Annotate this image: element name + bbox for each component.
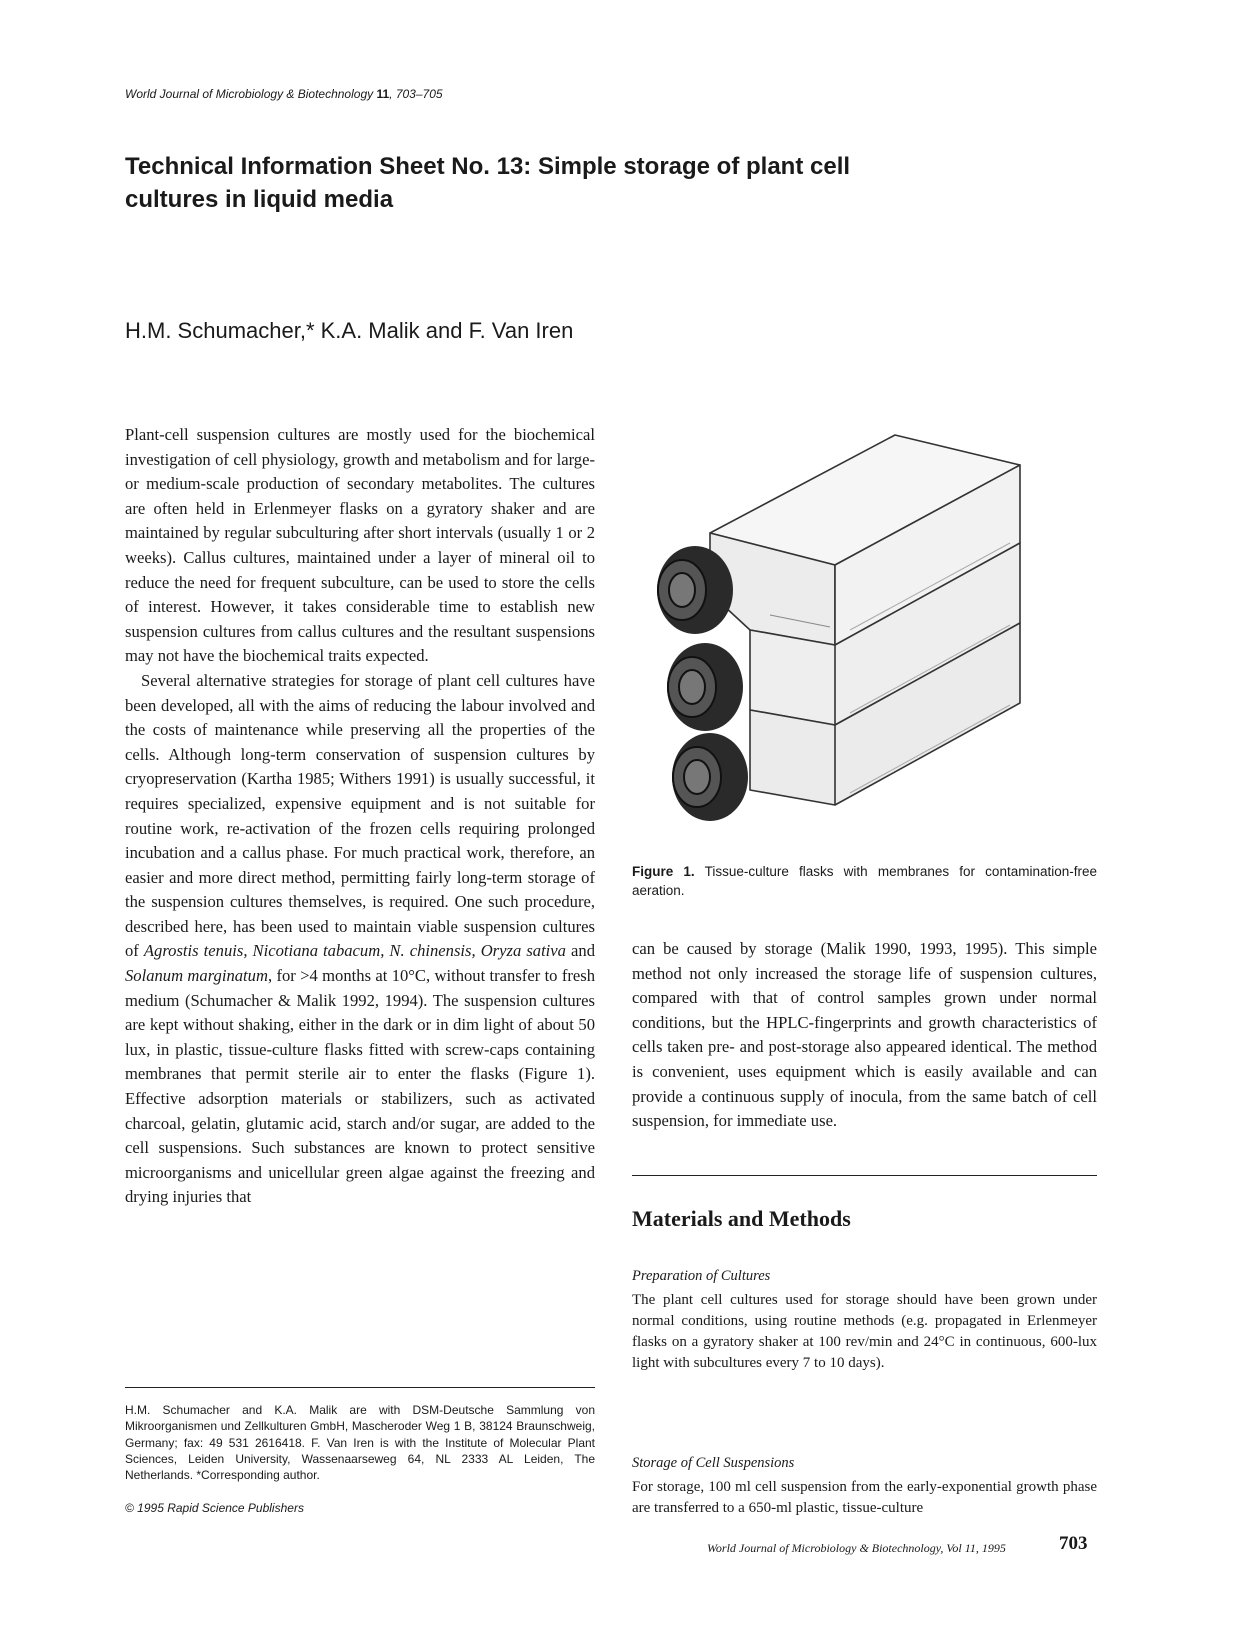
- right-column-text: [632, 937, 1097, 1134]
- cap-middle-icon: [667, 643, 743, 731]
- header-journal: World Journal of Microbiology & Biotechnology: [125, 87, 374, 101]
- strategies-text-b: , for >4 months at 10°C, without transfer to fresh medium (Schumacher & Malik 1992, 1994). The suspension cultures are kept without shaking, either in the dark or in dim light of about 50 lux, in plastic, tissue-culture flasks fitted with screw-caps containing membranes that permit sterile air to enter the flasks (Figure 1). Effective adsorption materials or stabilizers, such as activated charcoal, gelatin, glutamic acid, starch and/or sugar, are added to the cell suspensions. Such substances are known to protect sensitive microorganisms and unicellular green algae against the freezing and drying injuries that: [125, 966, 595, 1207]
- section-divider: [632, 1175, 1097, 1176]
- figure-flasks-illustration: [650, 425, 1090, 840]
- header-pages: , 703–705: [389, 87, 443, 101]
- left-column: [125, 423, 595, 1210]
- paragraph-preparation: The plant cell cultures used for storage should have been grown under normal conditions, using routine methods (e.g. propagated in Erlenmeyer flasks on a gyratory shaker at 100 rev/min and 24°C in continuous, 600-lux light with subcultures every 7 to 10 days).: [632, 1292, 1097, 1371]
- cap-top-icon: [657, 546, 733, 634]
- subheading-storage: Storage of Cell Suspensions: [632, 1455, 795, 1471]
- and-word: and: [565, 941, 595, 961]
- strategies-text-a: Several alternative strategies for storage of plant cell cultures have been developed, all with the aims of reducing the labour involved and the costs of maintenance while preserving all the properties of the cells. Although long-term conservation of suspension cultures by cryopreservation (Kartha 1985; Withers 1991) is usually successful, it requires specialized, expensive equipment and is not suitable for routine work, re-activation of the frozen cells requiring prolonged incubation and a callus phase. For much practical work, therefore, an easier and more direct method, permitting fairly long-term storage of the suspension cultures themselves, is required. One such procedure, described here, has been used to maintain viable suspension cultures of: [125, 670, 595, 961]
- cap-bottom-icon: [672, 733, 748, 821]
- paragraph-storage: For storage, 100 ml cell suspension from the early-exponential growth phase are transferred to a 650-ml plastic, tissue-culture: [632, 1479, 1097, 1516]
- paragraph-strategies: [125, 669, 595, 1210]
- running-head: [125, 87, 443, 101]
- subheading-preparation: Preparation of Cultures: [632, 1268, 771, 1284]
- figure-caption: [632, 862, 1097, 900]
- page-number: 703: [1059, 1533, 1088, 1554]
- article-title: Technical Information Sheet No. 13: Simple storage of plant cell cultures in liquid media: [125, 153, 851, 213]
- paragraph-intro: Plant-cell suspension cultures are mostly used for the biochemical investigation of cell physiology, growth and metabolism and for large- or medium-scale production of secondary metabolites. The cultures are often held in Erlenmeyer flasks on a gyratory shaker and are maintained by regular subculturing after short intervals (usually 1 or 2 weeks). Callus cultures, maintained under a layer of mineral oil to reduce the need for frequent subculture, can be used to store the cells of interest. However, it takes considerable time to establish new suspension cultures from callus cultures and the resultant suspensions may not have the biochemical traits expected.: [125, 425, 595, 666]
- figure-caption-text: Tissue-culture flasks with membranes for contamination-free aeration.: [632, 864, 1097, 898]
- section-heading: Materials and Methods: [632, 1206, 851, 1231]
- footnote-divider: [125, 1387, 595, 1388]
- species-list-1: Agrostis tenuis, Nicotiana tabacum, N. chinensis, Oryza sativa: [143, 941, 566, 961]
- author-list: H.M. Schumacher,* K.A. Malik and F. Van Iren: [125, 318, 574, 343]
- affiliation-footnote: H.M. Schumacher and K.A. Malik are with DSM-Deutsche Sammlung von Mikroorganismen und Zellkulturen GmbH, Mascheroder Weg 1 B, 38124 Braunschweig, Germany; fax: 49 531 2616418. F. Van Iren is with the Institute of Molecular Plant Sciences, Leiden University, Wassenaarseweg 64, NL 2333 AL Leiden, The Netherlands. *Corresponding author.: [125, 1403, 595, 1483]
- flasks-drawing: [650, 425, 1090, 840]
- figure-label: Figure 1.: [632, 864, 695, 879]
- species-list-2: Solanum marginatum: [125, 966, 268, 986]
- footer-journal: World Journal of Microbiology & Biotechnology, Vol 11, 1995: [707, 1541, 1006, 1555]
- header-volume: 11: [376, 87, 390, 101]
- copyright-notice: © 1995 Rapid Science Publishers: [125, 1501, 304, 1515]
- paragraph-continuation: can be caused by storage (Malik 1990, 1993, 1995). This simple method not only increased the storage life of suspension cultures, compared with that of control samples grown under normal conditions, but the HPLC-fingerprints and growth characteristics of cells taken pre- and post-storage also appeared identical. The method is convenient, uses equipment which is easily available and can provide a continuous supply of inocula, from the same batch of cell suspension, for immediate use.: [632, 939, 1097, 1131]
